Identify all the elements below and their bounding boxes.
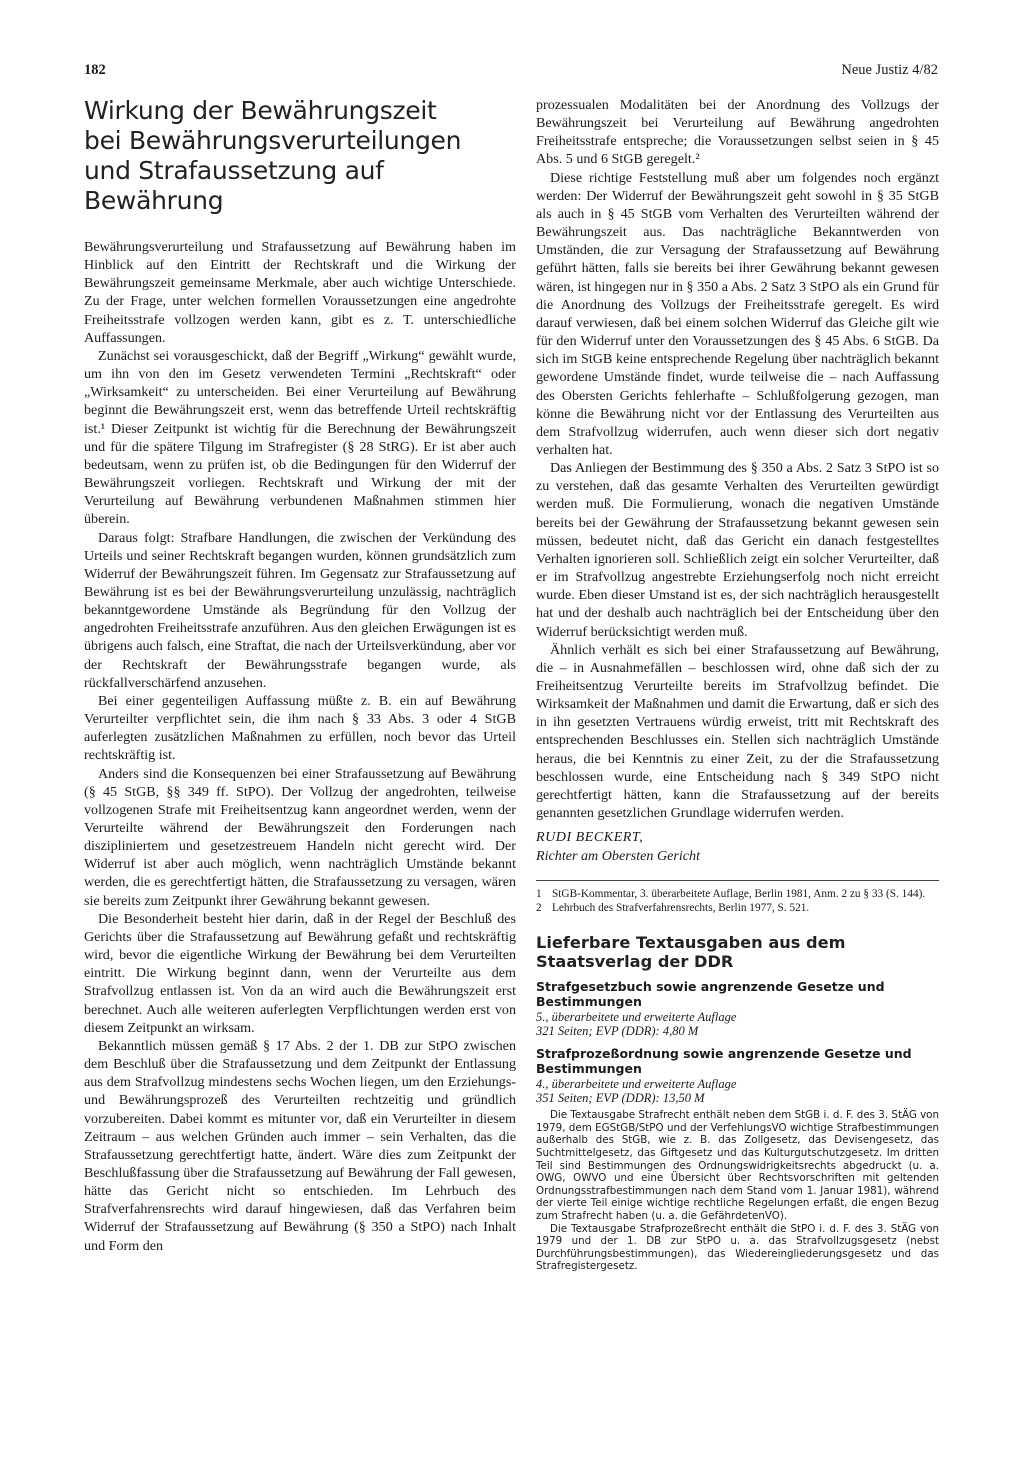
body-paragraph: Diese richtige Feststellung muß aber um folgendes noch ergänzt werden: Der Widerruf der Bewährungszeit geht sowohl in § 35 StGB als auch in § 45 StGB vom Verhalten des Verurteilten während der Bewährungszeit aus. Das nachträgliche Bekanntwerden von Umständen, die zur Versagung der Strafaussetzung auf Bewährung geführt hätten, falls sie bereits bei ihrer Gewährung bekannt gewesen wären, ist hingegen nur in § 350 a Abs. 2 Satz 3 StPO als ein Grund für die Anordnung des Vollzugs der Freiheitsstrafe geregelt. Es wird darauf verwiesen, daß bei einem solchen Widerruf das Gleiche gilt wie für den Widerruf unter den Voraussetzungen des § 45 Abs. 6 StGB. Da sich im StGB keine entsprechende Regelung über nachträglich bekannt gewordene Umstände findet, wurde teilweise die – nach Auffassung des Obersten Gerichts fehlerhafte – Schlußfolgerung gezogen, man könne die Bewährung nicht vor der Entlassung des Verurteilten aus dem Strafvollzug widerrufen, auch wenn dieser sich dort negativ verhalten hat. — [536, 169, 939, 458]
publisher-notice — [536, 933, 939, 1273]
book-title: Strafgesetzbuch sowie angrenzende Gesetze und Bestimmungen — [536, 979, 885, 1010]
book-edition: 5., überarbeitete und erweiterte Auflage — [536, 1010, 737, 1025]
footnote-number: 1 — [536, 888, 542, 901]
book-meta — [536, 1010, 939, 1038]
author-role: Richter am Obersten Gericht — [536, 848, 700, 865]
body-paragraph: Zunächst sei vorausgeschickt, daß der Begriff „Wirkung“ gewählt wurde, um ihn von den im Gesetz verwendeten Termini „Rechtskraft“ oder „Wirksamkeit“ zu unterscheiden. Bei einer Verurteilung auf Bewährung beginnt die Bewährungszeit erst, wenn das betreffende Urteil rechtskräftig ist.¹ Dieser Zeitpunkt ist wichtig für die Berechnung der Bewährungszeit und für die spätere Tilgung im Strafregister (§ 28 StRG). Er ist aber auch bedeutsam, wenn zu prüfen ist, ob die Bedingungen für den Widerruf der Bewährungszeit vorliegen. Rechtskraft und Wirkung der mit der Verurteilung auf Bewährung verbundenen Maßnahmen stimmen hier überein. — [84, 347, 516, 528]
body-paragraph: Daraus folgt: Strafbare Handlungen, die zwischen der Verkündung des Urteils und seiner Rechtskraft begangen wurden, können grundsätzlich zum Widerruf der Bewährungszeit führen. Im Gegensatz zur Strafaussetzung auf Bewährung ist es bei der Bewährungsverurteilung unzulässig, nachträglich bekanntgewordene Umstände als Begründung für den Vollzug der angedrohten Freiheitsstrafe anzuführen. Aus den gleichen Erwägungen ist es übrigens auch falsch, eine Straftat, die nach der Urteilsverkündung, aber vor der Rechtskraft der Bewährungsstrafe begangen wurde, als rückfallverschärfend anzusehen. — [84, 529, 516, 691]
article-title-line: bei Bewährungsverurteilungen — [84, 126, 462, 155]
body-paragraph: Bewährungsverurteilung und Strafaussetzung auf Bewährung haben im Hinblick auf den Eintritt der Rechtskraft und die Wirkung der Bewährungszeit gemeinsame Merkmale, aber auch wichtige Unterschiede. Zu der Frage, unter welchen formellen Voraussetzungen eine angedrohte Freiheitsstrafe vollzogen werden kann, gibt es z. T. unterschiedliche Auffassungen. — [84, 239, 516, 346]
body-paragraph: prozessualen Modalitäten bei der Anordnung des Vollzugs der Bewährungszeit bei Verurteilung auf Bewährung angedrohten Freiheitsstrafe entspreche; die Voraussetzungen selbst seien in § 45 Abs. 5 und 6 StGB geregelt.² — [536, 97, 939, 168]
article-title-line: Wirkung der Bewährungszeit — [84, 96, 437, 125]
page-header — [84, 62, 938, 82]
book-meta — [536, 1077, 939, 1105]
body-paragraph: Das Anliegen der Bestimmung des § 350 a Abs. 2 Satz 3 StPO ist so zu verstehen, daß das gesamte Verhalten des Verurteilten gewürdigt werden muß. Die Formulierung, wonach die negativen Umstände bereits bei der Gewährung der Strafaussetzung bekannt gewesen sein müssen, bedeutet nicht, daß das Gericht ein danach festgestelltes Verhalten ignorieren soll. Schließlich zeigt ein solcher Verurteilter, daß er im Strafvollzug angestrebte Erziehungserfolg noch nicht erreicht wurde. Eben dieser Umstand ist es, der sich nachträglich herausgestellt hat und der deshalb auch nachträglich bei der Entscheidung über den Widerruf berücksichtigt werden muß. — [536, 460, 939, 640]
footnote-text: StGB-Kommentar, 3. überarbeitete Auflage, Berlin 1981, Anm. 2 zu § 33 (S. 144). — [552, 888, 926, 901]
article-title-line: und Strafaussetzung auf Bewährung — [84, 156, 384, 215]
footnote-divider — [536, 880, 939, 881]
footnote-text: Lehrbuch des Strafverfahrensrechts, Berlin 1977, S. 521. — [552, 902, 810, 915]
footnote-number: 2 — [536, 902, 542, 915]
author-name: RUDI BECKERT, — [536, 829, 644, 846]
book-edition: 4., überarbeitete und erweiterte Auflage — [536, 1077, 737, 1092]
book-title: Strafprozeßordnung sowie angrenzende Gesetze und Bestimmungen — [536, 1046, 912, 1077]
body-paragraph: Anders sind die Konsequenzen bei einer Strafaussetzung auf Bewährung (§ 45 StGB, §§ 349 ff. StPO). Der Vollzug der angedrohten, teilweise vollzogenen Strafe mit Freiheitsentzug kann angeordnet werden, wenn der Verurteilte während der Bewährungszeit den Forderungen nach diszipliniertem und gesetzestreuem Handeln nicht gerecht wird. Der Widerruf ist aber auch möglich, wenn nachträglich Umstände bekannt werden, die es gerechtfertigt hätten, die Strafaussetzung zu versagen, wären sie bereits zum Zeitpunkt ihrer Gewährung bekannt gewesen. — [84, 765, 516, 909]
left-column — [84, 96, 516, 1255]
body-paragraph: Bekanntlich müssen gemäß § 17 Abs. 2 der 1. DB zur StPO zwischen dem Beschluß über die Strafaussetzung und dem Zeitpunkt der Entlassung aus dem Strafvollzug mindestens sechs Wochen liegen, um den Erziehungs- und Bewährungsprozeß des Verurteilten rechtzeitig und gründlich vorzubereiten. Dabei kommt es mitunter vor, daß ein Verurteilter in diesem Zeitraum – aus welchen Gründen auch immer – sein Verhalten, das die Strafaussetzung gerechtfertigt hatte, ändert. Wäre dies zum Zeitpunkt der Beschlußfassung über die Strafaussetzung auf Bewährung der Fall gewesen, hätte das Gericht nicht so entschieden. Im Lehrbuch des Strafverfahrensrechts wird darauf hingewiesen, daß das Verfahren beim Widerruf der Strafaussetzung auf Bewährung (§ 350 a StPO) nach Inhalt und Form den — [84, 1037, 516, 1254]
author-signature — [536, 828, 939, 866]
book-details: 351 Seiten; EVP (DDR): 13,50 M — [536, 1091, 705, 1106]
footnote-item — [536, 901, 939, 915]
page-number: 182 — [84, 62, 106, 78]
right-column — [536, 96, 939, 1273]
body-paragraph: Ähnlich verhält es sich bei einer Strafaussetzung auf Bewährung, die – in Ausnahmefällen – beschlossen wird, ohne daß sich der zu Freiheitsentzug Verurteilte bereits im Strafvollzug befindet. Die Wirksamkeit der Maßnahmen und damit die Erwartung, daß er sich des in ihn gesetzten Vertrauens würdig erweist, tritt mit Rechtskraft des entsprechenden Beschlusses ein. Stellen sich nachträglich Umstände heraus, die bei Kenntnis zu einer Zeit, zu der die Strafaussetzung beschlossen wurde, eine Entscheidung nach § 349 StPO nicht gerechtfertigt hätten, kann die Strafaussetzung auf der bereits genannten gesetzlichen Grundlage widerrufen werden. — [536, 641, 939, 822]
book-details: 321 Seiten; EVP (DDR): 4,80 M — [536, 1024, 699, 1039]
journal-reference: Neue Justiz 4/82 — [841, 62, 938, 78]
body-paragraph: Die Besonderheit besteht hier darin, daß in der Regel der Beschluß des Gerichts über die Strafaussetzung auf Bewährung gefaßt und rechtskräftig wird, bevor die eigentliche Wirkung der Bewährung bei dem Verurteilten eintritt. Die Wirkung beginnt dann, wenn der Verurteilte aus dem Strafvollzug entlassen ist. Von da an wird auch die Bewährungszeit erst berechnet. Auch alle weiteren auferlegten Verpflichtungen werden erst von diesem Zeitpunkt an wirksam. — [84, 910, 516, 1036]
footnotes — [536, 887, 939, 915]
notice-paragraph: Die Textausgabe Strafrecht enthält neben dem StGB i. d. F. des 3. StÄG von 1979, dem EGStGB/StPO und der VerfehlungsVO wichtige Strafbestimmungen außerhalb des StGB, wie z. B. das Zollgesetz, das Devisengesetz, das Suchtmittelgesetz, das Giftgesetz und das Kulturgutschutzgesetz. Im dritten Teil sind Bestimmungen des Ordnungswidrigkeitsrechts abgedruckt (u. a. OWG, OWVO und eine Übersicht über Rechtsvorschriften mit geltenden Ordnungsstrafbestimmungen nach dem Stand vom 1. Januar 1981), während der vierte Teil einige wichtige rechtliche Regelungen erfaßt, die engen Bezug zum Strafrecht haben (u. a. die GefährdetenVO). — [536, 1109, 940, 1222]
notice-title: Lieferbare Textausgaben aus dem Staatsverlag der DDR — [536, 933, 846, 972]
body-paragraph: Bei einer gegenteiligen Auffassung müßte z. B. ein auf Bewährung Verurteilter verpflichtet sein, die ihm nach § 33 Abs. 3 oder 4 StGB auferlegten zusätzlichen Maßnahmen zu erfüllen, noch bevor das Urteil rechtskräftig ist. — [84, 692, 516, 764]
article-title — [84, 96, 516, 216]
notice-paragraph: Die Textausgabe Strafprozeßrecht enthält die StPO i. d. F. des 3. StÄG von 1979 und der 1. DB zur StPO u. a. das Strafvollzugsgesetz (nebst Durchführungsbestimmungen), das Wiedereingliederungsgesetz und das Strafregistergesetz. — [536, 1222, 939, 1273]
footnote-item — [536, 887, 939, 901]
